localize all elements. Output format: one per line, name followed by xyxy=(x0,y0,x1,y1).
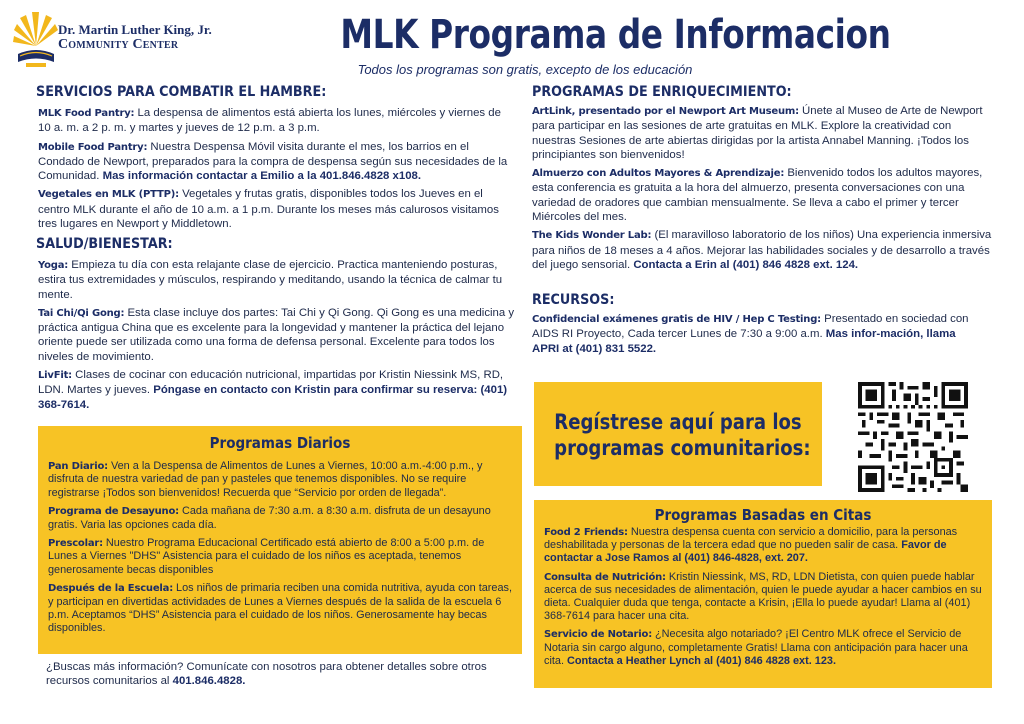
daily-programs-heading: Programas Diarios xyxy=(209,434,351,452)
hunger-item-label: MLK Food Pantry: xyxy=(38,108,135,119)
enrichment-item xyxy=(532,228,992,272)
enrichment-item-text: Bienvenido todos los adultos mayores, esta conferencia es gratuita a la hora del almuerzo, presenta conversaciones con una variedad de oradores que cambian mensualmente. Se lleva a cabo el primer y tercer Miércoles del mes. xyxy=(532,167,983,224)
sun-rays-logo-icon xyxy=(12,6,60,68)
hunger-item-text: Nuestra Despensa Móvil visita durante el mes, los barrios en el Condado de Newport, preparados para la compra de despensa según sus necesidades de la Comunidad. xyxy=(38,140,508,183)
daily-item-text: Ven a la Despensa de Alimentos de Lunes a Viernes, 10:00 a.m.-4:00 p.m., y disfruta de nuestra variedad de pan y pasteles que tenemos disponibles. No se require registrarse ¡Todos son bienvenidos! Recuerda que “Servicio por orden de llegada”. xyxy=(48,460,483,499)
enrichment-heading: PROGRAMAS DE ENRIQUECIMIENTO: xyxy=(532,84,792,100)
daily-item xyxy=(48,582,514,636)
health-item-text: Clases de cocinar con educación nutricional, impartidas por Kristin Niessink MS, RD, LDN. Martes y jueves. xyxy=(38,369,504,397)
appointments-item-contact: Favor de contactar a Jose Ramos al (401) 846-4828, ext. 207. xyxy=(544,539,947,565)
health-item xyxy=(38,258,516,302)
appointments-item-text: Nuestra despensa cuenta con servicio a domicilio, para la personas deshabilitada y personas de la tercera edad que no pueden salir de casa. xyxy=(544,526,958,552)
daily-programs-list xyxy=(48,460,514,636)
resources-item xyxy=(532,312,982,356)
org-name-line2: Community Center xyxy=(58,37,179,52)
hunger-item xyxy=(38,106,516,136)
health-item-text: Empieza tu día con esta relajante clase de ejercicio. Practica manteniendo posturas, estira tus extremidades y músculos, respirando y meditando, usando la técnica de calmar tu mente. xyxy=(38,259,503,301)
hunger-heading: SERVICIOS PARA COMBATIR EL HAMBRE: xyxy=(36,84,327,100)
hunger-item-text: La despensa de alimentos está abierta los lunes, miércoles y viernes de 10 a. m. a 2 p. m. y martes y jueves de 12 p.m. a 3 p.m. xyxy=(38,107,501,135)
enrichment-item xyxy=(532,166,992,224)
health-item-label: LivFit: xyxy=(38,370,72,382)
enrichment-item-text: Únete al Museo de Arte de Newport para participar en las sesiones de arte gratuitas en MLK. Explore la creatividad con nuestras Sesiones de arte abiertas dirigidas por la artista Annabel Manning. ¡Todos los principiantes son bienvenidos! xyxy=(532,105,983,161)
appointments-heading: Programas Basadas en Citas xyxy=(654,506,872,524)
daily-item xyxy=(48,460,514,500)
appointments-item xyxy=(544,526,986,566)
daily-item-text: Los niños de primaria reciben una comida nutritiva, ayuda con tareas, y participan en divertidas actividades de Lunes a Viernes después de la salida de la escuela 6 p.m. Aceptamos “DHS” Asistencia para el cuidado de los niños. Generosamente hay becas disponibles. xyxy=(48,582,513,635)
appointments-item-text: ¿Necesita algo notariado? ¡El Centro MLK ofrece el Servicio de Notaria sin cargo alguno, completamente Gratis! Llama con anticipación para hacer una cita. xyxy=(544,628,968,667)
enrichment-item-label: ArtLink, presentado por el Newport Art Museum: xyxy=(532,106,799,117)
resources-item-label: Confidencial exámenes gratis de HIV / Hep C Testing: xyxy=(532,314,821,325)
daily-item xyxy=(48,505,514,532)
register-line1: Regístrese aquí para los xyxy=(554,410,802,434)
org-name xyxy=(58,22,258,52)
hunger-item-label: Mobile Food Pantry: xyxy=(38,141,148,153)
qr-code-icon[interactable] xyxy=(858,382,968,492)
health-section xyxy=(38,258,516,412)
enrichment-item-label: Almuerzo con Adultos Mayores & Aprendizaje: xyxy=(532,168,785,180)
health-item-label: Yoga: xyxy=(38,260,69,271)
hunger-item-contact: Mas información contactar a Emilio a la 401.846.4828 x108. xyxy=(102,170,422,183)
appointments-item-text: Kristin Niessink, MS, RD, LDN Dietista, con quien puede hablar acerca de sus necesidades de alimentación, quien le puede ayudar a hacer cambios en su dieta. Cualquier duda que tenga, contacte a Krisin, ¡Ella lo puede ayudar! Llama al (401) 368-7614 para hacer una cita. xyxy=(544,570,982,623)
daily-item-text: Nuestro Programa Educacional Certificado está abierto de 8:00 a 5:00 p.m. de Lunes a Viernes "DHS" Asistencia para el cuidado de los niños es aceptada, tenemos generosamente becas disponibles xyxy=(48,537,485,576)
hunger-item xyxy=(38,140,516,184)
appointments-item-contact: Contacta a Heather Lynch al (401) 846 4828 ext. 123. xyxy=(567,654,836,667)
appointments-item-label: Servicio de Notario: xyxy=(544,629,652,641)
resources-item-contact: Mas infor-mación, llama APRI at (401) 831 5522. xyxy=(532,328,956,355)
enrichment-item-label: The Kids Wonder Lab: xyxy=(532,230,652,242)
health-item-text: Esta clase incluye dos partes: Tai Chi y Qi Gong. Qi Gong es una medicina y práctica antigua China que es excelente para la longevidad y mantener la práctica del lejano oriente puede ser utilizada como una forma de defensa personal. Excelente para todos los niveles de movimiento. xyxy=(38,306,515,363)
hunger-item-label: Vegetales en MLK (PTTP): xyxy=(38,189,179,201)
hunger-section xyxy=(38,106,516,231)
appointments-item-label: Food 2 Friends: xyxy=(544,527,628,538)
daily-item-label: Prescolar: xyxy=(48,538,103,550)
daily-item-label: Después de la Escuela: xyxy=(48,583,173,595)
appointments-list xyxy=(544,526,986,668)
enrichment-item-contact: Contacta a Erin al (401) 846 4828 ext. 124. xyxy=(633,258,859,271)
appointments-item xyxy=(544,571,986,624)
more-info-note xyxy=(46,660,516,689)
resources-heading: RECURSOS: xyxy=(532,292,615,308)
page-subtitle: Todos los programas son gratis, excepto de los educación xyxy=(357,62,693,77)
enrichment-section xyxy=(532,104,992,272)
health-item xyxy=(38,306,516,364)
more-info-text: ¿Buscas más información? Comunícate con nosotros para obtener detalles sobre otros recursos comunitarios al xyxy=(46,661,487,688)
health-item-label: Tai Chi/Qi Gong: xyxy=(38,307,125,319)
hunger-item xyxy=(38,187,516,231)
enrichment-item-text: (El maravilloso laboratorio de los niños) Una experiencia inmersiva para niños de 18 meses a 4 años. Mejorar las habilidades sociales y de desarrollo a través del juego sensorial. xyxy=(532,229,992,271)
appointments-item-label: Consulta de Nutrición: xyxy=(544,571,666,583)
health-heading: SALUD/BIENESTAR: xyxy=(36,236,173,252)
health-item-contact: Póngase en contacto con Kristin para confirmar su reserva: (401) 368-7614. xyxy=(38,384,508,411)
appointments-item xyxy=(544,628,986,668)
register-line2: programas comunitarios: xyxy=(554,436,811,460)
resources-section xyxy=(532,312,982,356)
register-box[interactable] xyxy=(534,382,822,486)
daily-item-label: Pan Diario: xyxy=(48,461,108,472)
enrichment-item xyxy=(532,104,992,162)
daily-item-label: Programa de Desayuno: xyxy=(48,506,179,518)
daily-item-text: Cada mañana de 7:30 a.m. a 8:30 a.m. disfruta de un desayuno gratis. Varia las opciones cada día. xyxy=(48,505,491,531)
org-name-line1: Dr. Martin Luther King, Jr. xyxy=(58,22,212,37)
more-info-phone: 401.846.4828. xyxy=(172,675,246,688)
daily-item xyxy=(48,537,514,577)
resources-item-text: Presentado en sociedad con AIDS RI Proyecto, Cada tercer Lunes de 7:30 a 9:00 a.m. xyxy=(532,313,969,341)
hunger-item-text: Vegetales y frutas gratis, disponibles todos los Jueves en el centro MLK durante el año de 10 a.m. a 1 p.m. Durante los meses más calurosos visitamos tres lugares en Newport y Middletown. xyxy=(38,188,499,231)
health-item xyxy=(38,368,516,412)
page-title: MLK Programa de Informacion xyxy=(340,12,891,58)
